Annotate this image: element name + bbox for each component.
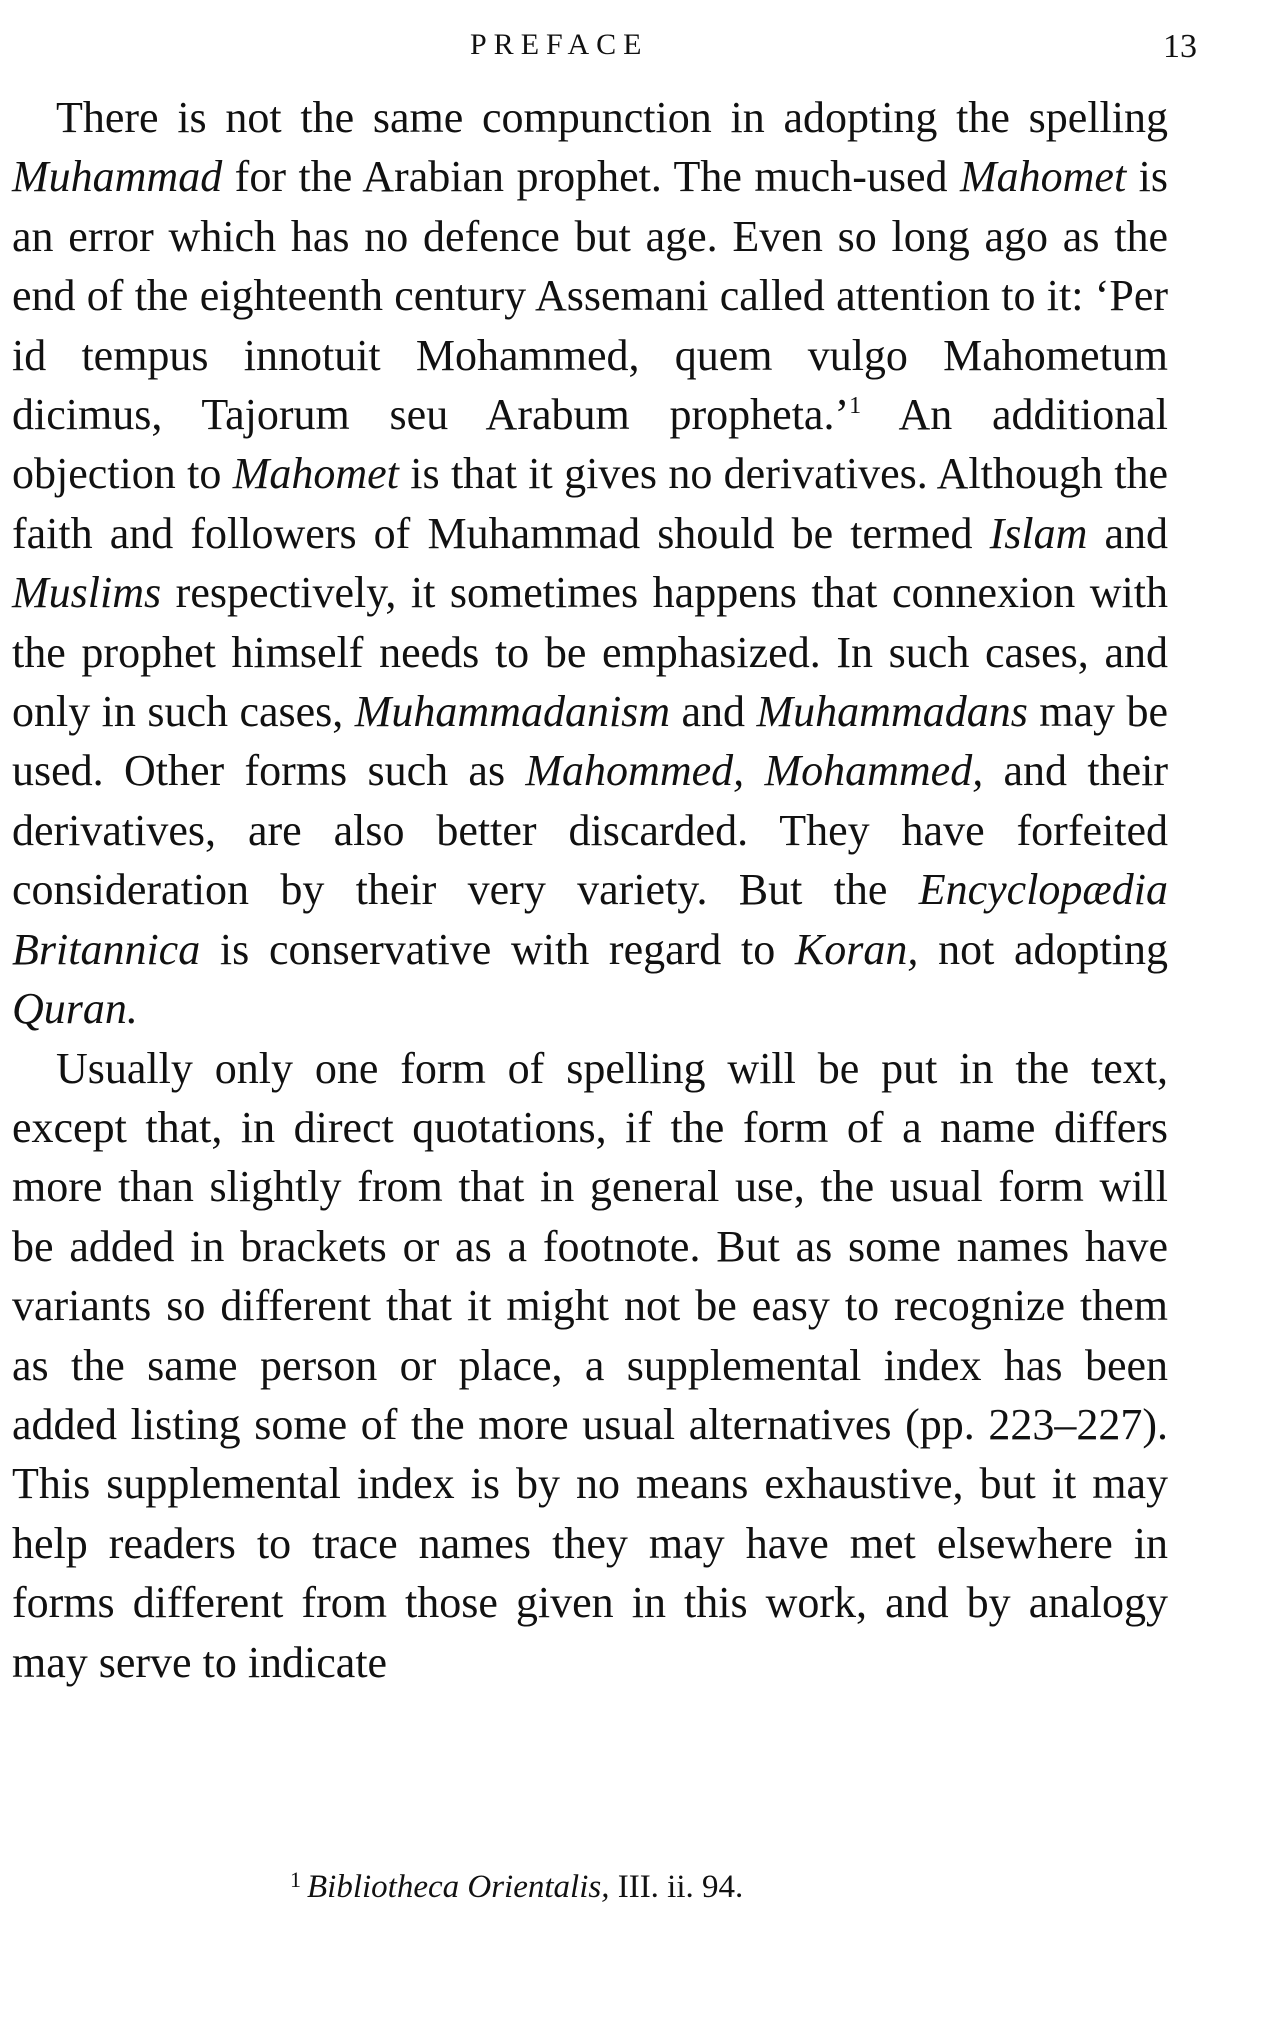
text-run: is that it gives no derivatives. Although the faith and followers of Muhammad should be termed [12, 449, 1168, 558]
italic-term: Mahomet [232, 449, 399, 499]
italic-term: Mahomet [959, 152, 1127, 202]
italic-term: Muhammadans [756, 687, 1028, 737]
italic-term: Muslims [12, 568, 162, 618]
paragraph-2: Usually only one form of spelling will be put in the text, except that, in direct quotations, if the form of a name differs more than slightly from that in general use, the usual form will be added in brackets or as a footnote. But as some names have variants so different that it might not be easy to recognize them as the same person or place, a supplemental index has been added listing some of the more usual alternatives (pp. 223–227). This supplemental index is by no means exhaustive, but it may help readers to trace names they may have met elsewhere in forms different from those given in this work, and by analogy may serve to indicate [12, 1043, 1168, 1687]
text-run: An additional objection to [12, 390, 1168, 499]
italic-term: Muhammad [12, 152, 223, 202]
text-run: not adopting [918, 924, 1168, 974]
footnote-mark: 1 [290, 1867, 301, 1892]
paragraph-1 [12, 88, 1168, 1039]
footnote-reference-text: III. ii. 94. [609, 1869, 744, 1905]
text-run: respectively, it sometimes happens that connexion with the prophet himself needs to be emphasized. In such cases, and only in such cases, [12, 568, 1168, 737]
text-run: is an error which has no defence but age. Even so long ago as the end of the eighteenth century Assemani called attention to it: ‘Per id tempus innotuit Mohammed, quem vulgo Mahometum dicimus, Tajorum seu Arabum propheta.’ [12, 152, 1168, 440]
footnote [290, 1860, 743, 1907]
italic-term: Quran. [12, 984, 138, 1034]
text-run: for the Arabian prophet. The much-used [222, 152, 960, 202]
text-run: There is not the same compunction in adopting the spelling [56, 93, 1168, 142]
text-run: and their derivatives, are also better discarded. They have forfeited consideration by their very variety. But the [12, 746, 1169, 915]
italic-term: Koran, [794, 924, 919, 974]
text-run: may be used. Other forms such as [12, 687, 1169, 796]
italic-term: Islam [989, 508, 1088, 558]
text-run: and [1087, 508, 1169, 558]
body-text [12, 88, 1168, 1692]
text-run: is conservative with regard to [200, 924, 795, 974]
italic-term: Mahommed, Mohammed, [525, 746, 984, 796]
footnote-title: Bibliotheca Orientalis, [307, 1869, 610, 1905]
italic-term: Encyclopædia Britannica [12, 865, 1168, 974]
page-number: 13 [1163, 28, 1197, 65]
text-run: and [670, 687, 757, 737]
italic-term: Muhammadanism [354, 687, 671, 737]
page-header [0, 28, 1279, 68]
footnote-reference: 1 [849, 393, 862, 420]
running-head: PREFACE [470, 28, 649, 61]
